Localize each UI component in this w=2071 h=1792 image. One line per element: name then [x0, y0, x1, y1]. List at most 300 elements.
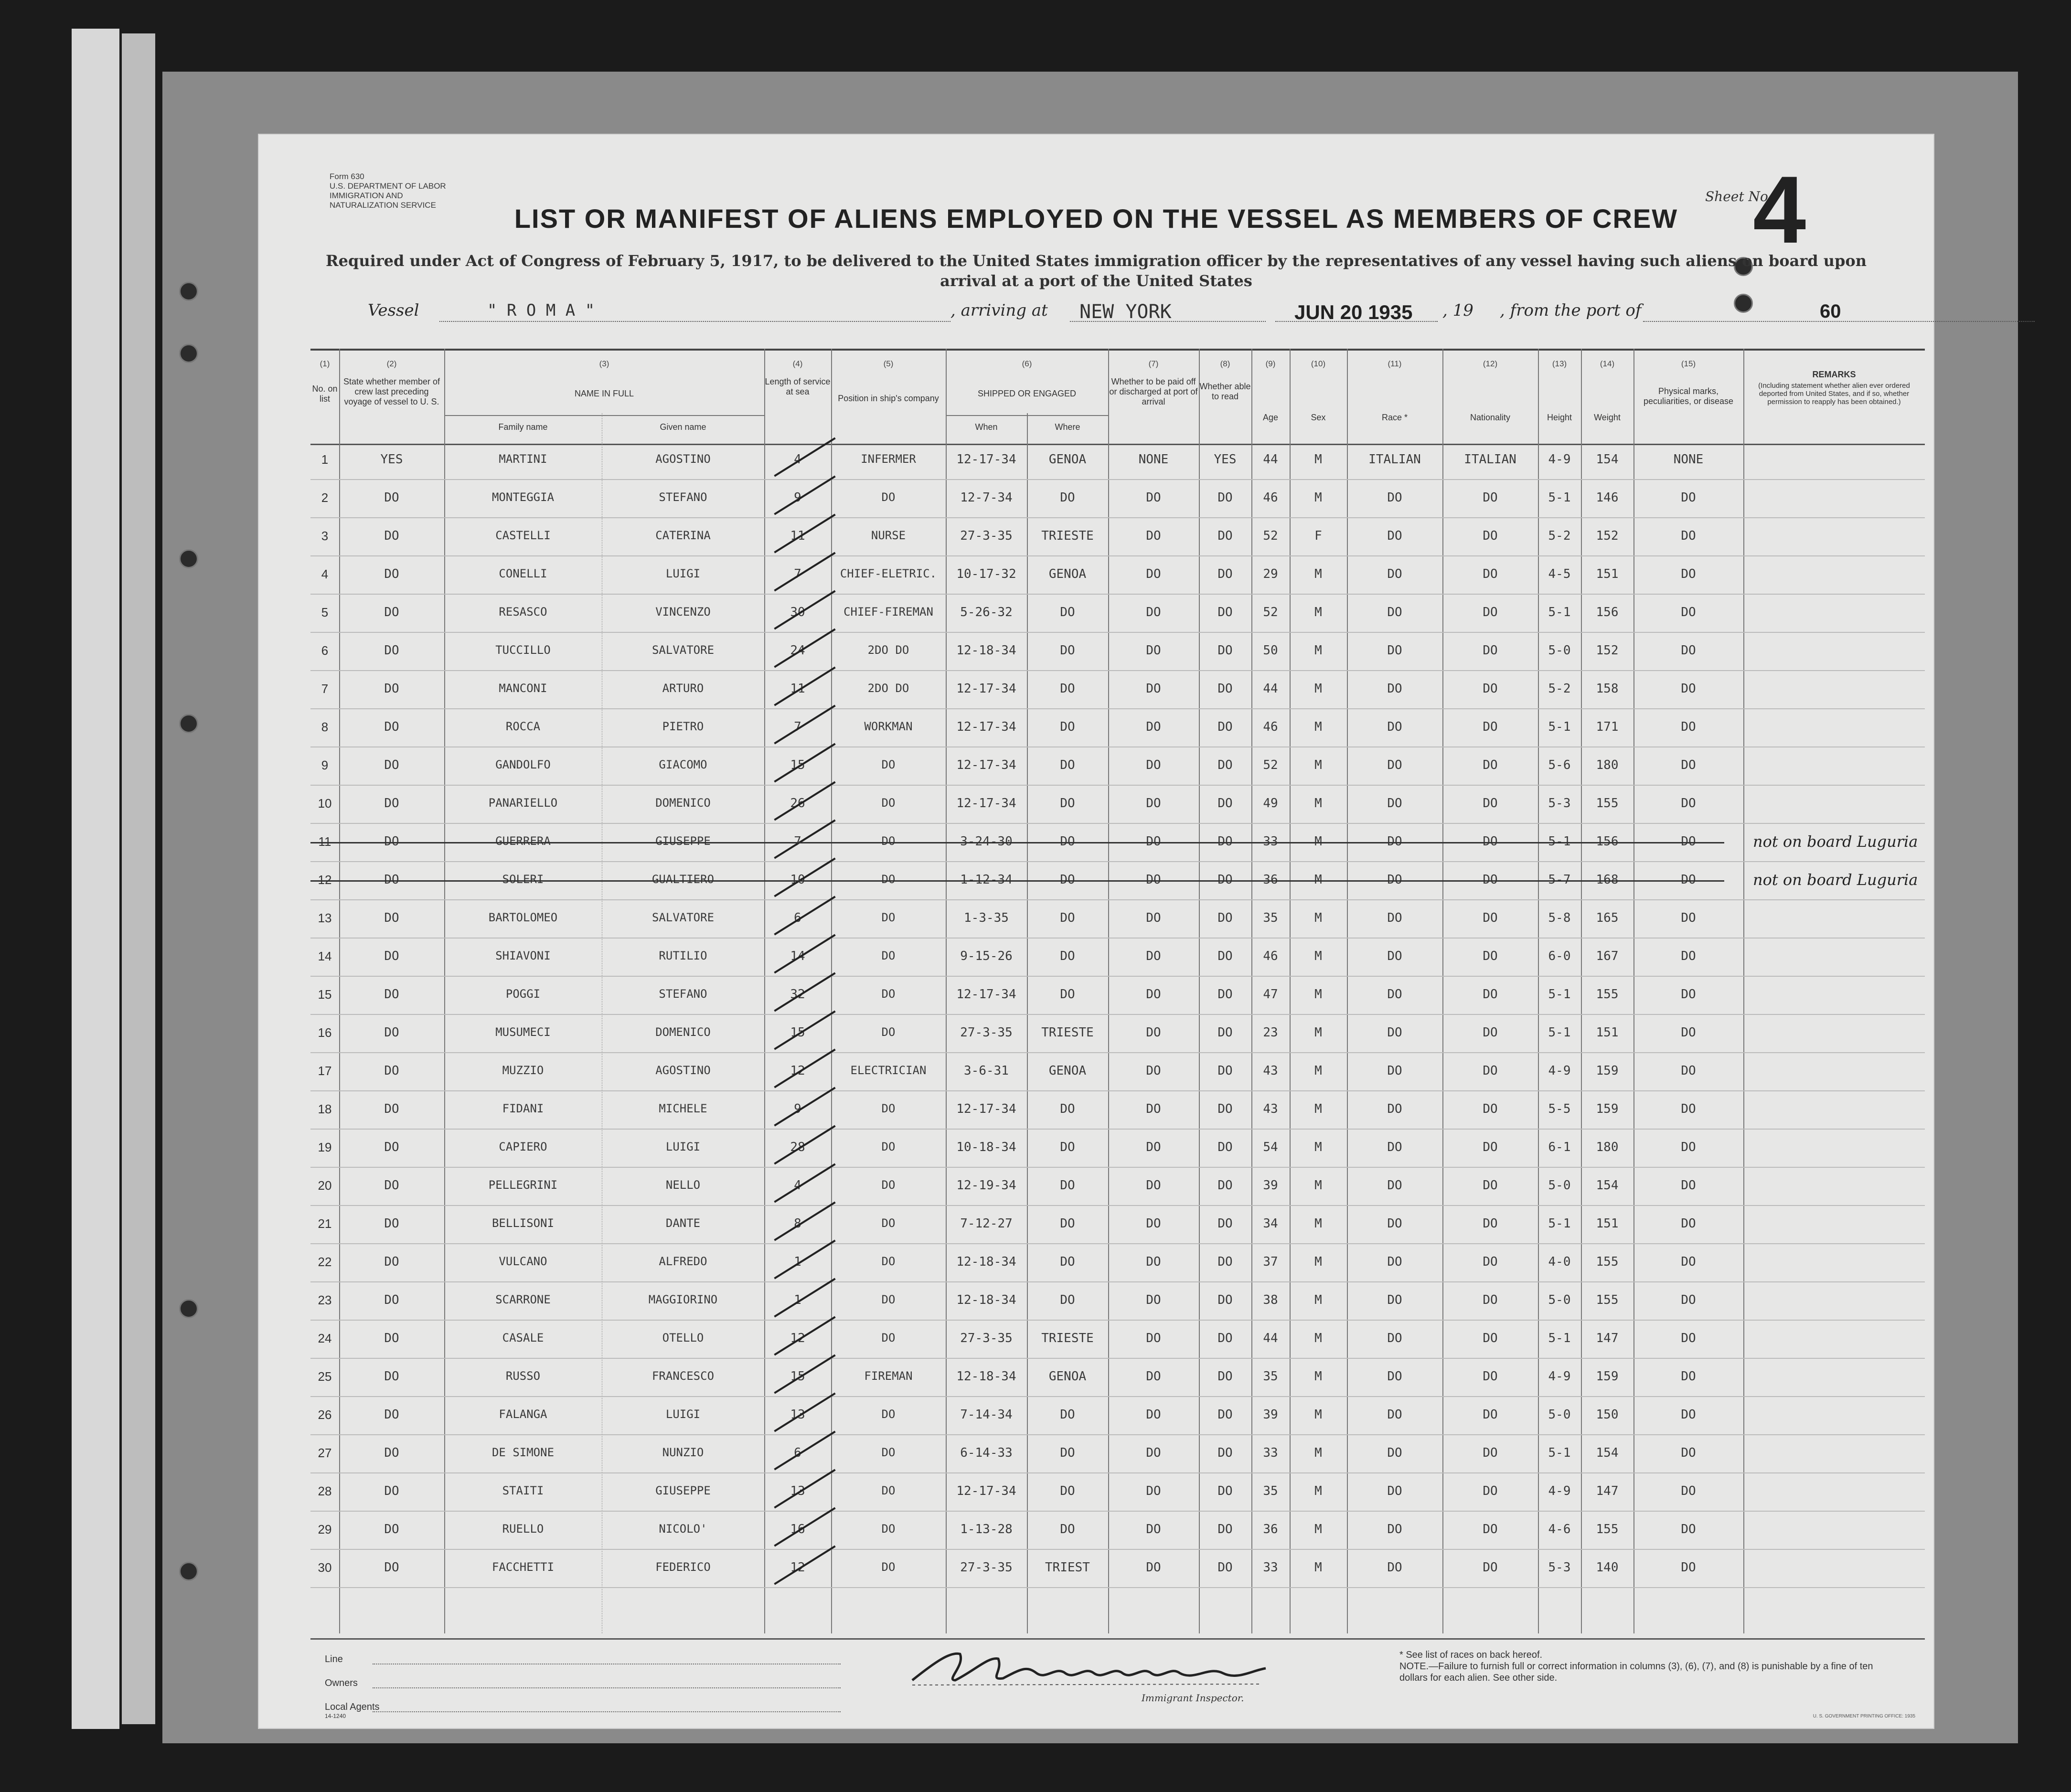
shipped-when-cell: 1-3-35 [964, 911, 1009, 925]
position-cell: DO [881, 1522, 896, 1536]
shipped-when-cell: 5-26-32 [960, 605, 1013, 619]
nationality-cell: DO [1483, 949, 1498, 963]
given-name-cell: NUNZIO [662, 1446, 704, 1459]
col-name-header: NAME IN FULL [574, 389, 634, 398]
shipped-where-cell: DO [1060, 1522, 1075, 1536]
age-cell: 35 [1263, 911, 1278, 925]
shipped-when-cell: 27-3-35 [960, 1331, 1013, 1345]
weight-cell: 180 [1596, 758, 1619, 772]
weight-cell: 158 [1596, 682, 1619, 696]
paid-off-cell: DO [1146, 491, 1161, 505]
row-number-cell: 10 [318, 796, 332, 811]
age-cell: 29 [1263, 567, 1278, 581]
position-cell: DO [881, 1255, 896, 1268]
table-row [310, 1321, 1925, 1359]
physical-marks-cell: DO [1681, 1255, 1696, 1269]
physical-marks-cell: DO [1681, 796, 1696, 811]
race-cell: DO [1387, 1293, 1402, 1307]
paid-off-cell: DO [1146, 796, 1161, 811]
previous-voyage-cell: DO [384, 1446, 399, 1460]
length-of-service-cell: 15 [790, 758, 805, 772]
left-binding-strip [72, 29, 119, 1729]
col-family-name-header: Family name [498, 422, 548, 432]
able-to-read-cell: DO [1217, 643, 1233, 658]
table-row [310, 1359, 1925, 1397]
able-to-read-cell: DO [1217, 1025, 1233, 1040]
height-cell: 6-1 [1548, 1140, 1571, 1154]
inspector-signature [907, 1647, 1270, 1690]
family-name-cell: CASTELLI [495, 529, 551, 542]
able-to-read-cell: DO [1217, 796, 1233, 811]
race-cell: DO [1387, 1560, 1402, 1575]
nationality-cell: DO [1483, 1025, 1498, 1040]
previous-voyage-cell: DO [384, 949, 399, 963]
shipped-when-cell: 27-3-35 [960, 1025, 1013, 1040]
col-where-header: Where [1055, 422, 1080, 432]
given-name-cell: ARTURO [662, 682, 704, 695]
family-name-cell: CONELLI [499, 567, 547, 580]
paid-off-cell: DO [1146, 567, 1161, 581]
able-to-read-cell: DO [1217, 1408, 1233, 1422]
shipped-when-cell: 27-3-35 [960, 529, 1013, 543]
row-number-cell: 29 [318, 1522, 332, 1536]
length-of-service-cell: 7 [794, 834, 801, 849]
sex-cell: M [1314, 1140, 1322, 1154]
nationality-cell: DO [1483, 1446, 1498, 1460]
punch-hole [179, 344, 198, 363]
weight-cell: 155 [1596, 1293, 1619, 1307]
given-name-cell: DOMENICO [655, 796, 711, 810]
col-given-name-header: Given name [660, 422, 706, 432]
weight-cell: 147 [1596, 1484, 1619, 1498]
race-cell: DO [1387, 605, 1402, 619]
year-label: , 19 [1442, 301, 1473, 320]
paid-off-cell: DO [1146, 682, 1161, 696]
table-row [310, 747, 1925, 786]
col-remarks-note: (Including statement whether alien ever ordered deported from United States, and if so, whether permission to reapply has been obtained.) [1758, 382, 1910, 406]
shipped-when-cell: 9-15-26 [960, 949, 1013, 963]
shipped-when-cell: 7-14-34 [960, 1408, 1013, 1422]
physical-marks-cell: DO [1681, 1102, 1696, 1116]
height-cell: 5-8 [1548, 911, 1571, 925]
left-binding-strip-inner [122, 33, 155, 1724]
previous-voyage-cell: DO [384, 1140, 399, 1154]
given-name-cell: FEDERICO [655, 1560, 711, 1574]
shipped-when-cell: 27-3-35 [960, 1560, 1013, 1575]
height-cell: 5-0 [1548, 1293, 1571, 1307]
page-title: LIST OR MANIFEST OF ALIENS EMPLOYED ON THE VESSEL AS MEMBERS OF CREW [514, 203, 1678, 234]
physical-marks-cell: DO [1681, 1522, 1696, 1536]
length-of-service-cell: 14 [790, 949, 805, 963]
age-cell: 36 [1263, 1522, 1278, 1536]
row-number-cell: 11 [318, 834, 331, 849]
length-of-service-cell: 10 [790, 873, 805, 887]
remarks-cell: not on board Luguria [1753, 871, 1918, 889]
able-to-read-cell: DO [1217, 1560, 1233, 1575]
sex-cell: M [1314, 834, 1322, 849]
previous-voyage-cell: DO [384, 1331, 399, 1345]
previous-voyage-cell: DO [384, 1560, 399, 1575]
able-to-read-cell: DO [1217, 834, 1233, 849]
col-nationality-header: Nationality [1470, 413, 1511, 422]
height-cell: 4-9 [1548, 452, 1571, 467]
previous-voyage-cell: DO [384, 1025, 399, 1040]
race-cell: DO [1387, 529, 1402, 543]
shipped-where-cell: TRIEST [1045, 1560, 1090, 1575]
paid-off-cell: DO [1146, 529, 1161, 543]
physical-marks-cell: DO [1681, 1369, 1696, 1384]
given-name-cell: STEFANO [659, 987, 707, 1001]
race-cell: DO [1387, 567, 1402, 581]
given-name-cell: AGOSTINO [655, 1064, 711, 1077]
given-name-cell: MAGGIORINO [648, 1293, 718, 1306]
races-note: * See list of races on back hereof. [1399, 1650, 1543, 1660]
vessel-name: " R O M A " [487, 301, 595, 320]
table-row [310, 1512, 1925, 1550]
row-number-cell: 20 [318, 1178, 332, 1193]
physical-marks-cell: DO [1681, 1331, 1696, 1345]
given-name-cell: NELLO [665, 1178, 701, 1192]
shipped-where-cell: TRIESTE [1041, 529, 1094, 543]
shipped-when-cell: 12-17-34 [956, 682, 1016, 696]
row-number-cell: 22 [318, 1255, 332, 1269]
shipped-where-cell: GENOA [1048, 567, 1087, 581]
length-of-service-cell: 13 [790, 1408, 805, 1422]
nationality-cell: DO [1483, 1408, 1498, 1422]
col-previous-voyage-header: State whether member of crew last preceding voyage of vessel to U. S. [343, 377, 440, 406]
sex-cell: M [1314, 720, 1322, 734]
family-name-cell: SHIAVONI [495, 949, 551, 962]
able-to-read-cell: DO [1217, 1255, 1233, 1269]
race-cell: DO [1387, 1484, 1402, 1498]
position-cell: WORKMAN [864, 720, 913, 733]
table-row [310, 442, 1925, 480]
weight-cell: 151 [1596, 567, 1619, 581]
physical-marks-cell: NONE [1673, 452, 1704, 467]
line-label: Line [325, 1654, 343, 1664]
sex-cell: M [1314, 682, 1322, 696]
height-cell: 4-9 [1548, 1064, 1571, 1078]
height-cell: 5-0 [1548, 643, 1571, 658]
age-cell: 35 [1263, 1369, 1278, 1384]
paid-off-cell: DO [1146, 873, 1161, 887]
nationality-cell: DO [1483, 873, 1498, 887]
sex-cell: M [1314, 1484, 1322, 1498]
able-to-read-cell: DO [1217, 758, 1233, 772]
family-name-cell: RUSSO [505, 1369, 541, 1383]
family-name-cell: VULCANO [499, 1255, 547, 1268]
length-of-service-cell: 11 [790, 529, 805, 543]
printer-imprint: U. S. GOVERNMENT PRINTING OFFICE: 1935 [1813, 1714, 1915, 1719]
nationality-cell: DO [1483, 1216, 1498, 1231]
position-cell: 2DO DO [867, 643, 909, 657]
physical-marks-cell: DO [1681, 1446, 1696, 1460]
shipped-where-cell: DO [1060, 605, 1075, 619]
nationality-cell: DO [1483, 1331, 1498, 1345]
age-cell: 35 [1263, 1484, 1278, 1498]
weight-cell: 152 [1596, 643, 1619, 658]
height-cell: 4-9 [1548, 1484, 1571, 1498]
height-cell: 5-0 [1548, 1408, 1571, 1422]
able-to-read-cell: DO [1217, 720, 1233, 734]
weight-cell: 159 [1596, 1369, 1619, 1384]
previous-voyage-cell: YES [380, 452, 403, 467]
paid-off-cell: DO [1146, 911, 1161, 925]
length-of-service-cell: 26 [790, 796, 805, 811]
paid-off-cell: DO [1146, 1331, 1161, 1345]
table-row [310, 1435, 1925, 1473]
agents-code: 14-1240 [325, 1713, 346, 1719]
form-number: Form 630 [330, 172, 364, 181]
able-to-read-cell: DO [1217, 873, 1233, 887]
race-cell: DO [1387, 1178, 1402, 1193]
given-name-cell: LUIGI [665, 1140, 701, 1153]
nationality-cell: DO [1483, 1255, 1498, 1269]
weight-cell: 171 [1596, 720, 1619, 734]
shipped-where-cell: DO [1060, 911, 1075, 925]
given-name-cell: AGOSTINO [655, 452, 711, 466]
length-of-service-cell: 7 [794, 567, 801, 581]
physical-marks-cell: DO [1681, 1216, 1696, 1231]
physical-marks-cell: DO [1681, 1178, 1696, 1193]
col-shipped-header: SHIPPED OR ENGAGED [977, 389, 1077, 398]
height-cell: 5-3 [1548, 1560, 1571, 1575]
length-of-service-cell: 9 [794, 1102, 801, 1116]
weight-cell: 155 [1596, 1522, 1619, 1536]
weight-cell: 151 [1596, 1025, 1619, 1040]
table-row [310, 862, 1925, 900]
paid-off-cell: DO [1146, 987, 1161, 1002]
table-row [310, 1015, 1925, 1053]
physical-marks-cell: DO [1681, 1025, 1696, 1040]
given-name-cell: OTELLO [662, 1331, 704, 1344]
able-to-read-cell: DO [1217, 1331, 1233, 1345]
family-name-cell: PANARIELLO [488, 796, 558, 810]
position-cell: DO [881, 796, 896, 810]
nationality-cell: DO [1483, 1178, 1498, 1193]
race-cell: DO [1387, 1140, 1402, 1154]
table-row [310, 939, 1925, 977]
position-cell: DO [881, 987, 896, 1001]
physical-marks-cell: DO [1681, 491, 1696, 505]
shipped-when-cell: 12-18-34 [956, 1369, 1016, 1384]
physical-marks-cell: DO [1681, 1484, 1696, 1498]
family-name-cell: RUELLO [502, 1522, 544, 1536]
position-cell: 2DO DO [867, 682, 909, 695]
position-cell: DO [881, 758, 896, 771]
height-cell: 4-6 [1548, 1522, 1571, 1536]
physical-marks-cell: DO [1681, 567, 1696, 581]
age-cell: 44 [1263, 1331, 1278, 1345]
paid-off-cell: DO [1146, 1484, 1161, 1498]
row-number-cell: 25 [318, 1369, 332, 1384]
physical-marks-cell: DO [1681, 949, 1696, 963]
weight-cell: 152 [1596, 529, 1619, 543]
age-cell: 49 [1263, 796, 1278, 811]
physical-marks-cell: DO [1681, 529, 1696, 543]
paid-off-cell: DO [1146, 1025, 1161, 1040]
row-number-cell: 26 [318, 1408, 332, 1422]
family-name-cell: PELLEGRINI [488, 1178, 558, 1192]
physical-marks-cell: DO [1681, 605, 1696, 619]
race-cell: DO [1387, 911, 1402, 925]
shipped-where-cell: TRIESTE [1041, 1331, 1094, 1345]
given-name-cell: GIACOMO [659, 758, 707, 771]
length-of-service-cell: 24 [790, 643, 805, 658]
able-to-read-cell: YES [1214, 452, 1237, 467]
position-cell: DO [881, 491, 896, 504]
position-cell: CHIEF-FIREMAN [843, 605, 933, 619]
sex-cell: M [1314, 1369, 1322, 1384]
previous-voyage-cell: DO [384, 1369, 399, 1384]
height-cell: 5-1 [1548, 605, 1571, 619]
paid-off-cell: DO [1146, 1293, 1161, 1307]
shipped-where-cell: DO [1060, 796, 1075, 811]
shipped-when-cell: 12-17-34 [956, 720, 1016, 734]
physical-marks-cell: DO [1681, 1064, 1696, 1078]
length-of-service-cell: 16 [790, 1522, 805, 1536]
position-cell: DO [881, 1560, 896, 1574]
punch-hole [179, 1562, 198, 1581]
table-row [310, 709, 1925, 747]
sex-cell: M [1314, 1255, 1322, 1269]
previous-voyage-cell: DO [384, 529, 399, 543]
page-subtitle: Required under Act of Congress of February 5, 1917, to be delivered to the United States immigration officer by the representatives of any vessel having such aliens on board upon arrival at a port of the United States [326, 252, 1867, 290]
given-name-cell: DOMENICO [655, 1025, 711, 1039]
department-name: U.S. DEPARTMENT OF LABOR [330, 181, 446, 191]
previous-voyage-cell: DO [384, 873, 399, 887]
paid-off-cell: DO [1146, 1560, 1161, 1575]
table-row [310, 977, 1925, 1015]
given-name-cell: LUIGI [665, 567, 701, 580]
family-name-cell: CAPIERO [499, 1140, 547, 1153]
weight-cell: 156 [1596, 834, 1619, 849]
given-name-cell: VINCENZO [655, 605, 711, 619]
row-number-cell: 6 [321, 643, 329, 658]
family-name-cell: DE SIMONE [491, 1446, 555, 1459]
shipped-when-cell: 3-6-31 [964, 1064, 1009, 1078]
table-row [310, 518, 1925, 556]
previous-voyage-cell: DO [384, 682, 399, 696]
able-to-read-cell: DO [1217, 1178, 1233, 1193]
sex-cell: M [1314, 1064, 1322, 1078]
shipped-when-cell: 10-17-32 [956, 567, 1016, 581]
length-of-service-cell: 15 [790, 1025, 805, 1040]
shipped-where-cell: DO [1060, 1216, 1075, 1231]
nationality-cell: DO [1483, 796, 1498, 811]
shipped-when-cell: 12-7-34 [960, 491, 1013, 505]
table-header: (1) No. on list (2) State whether member of crew last preceding voyage of vessel to U. S. (3) NAME IN FULL Family name Given name (4) Length of service at sea (5) Position in ship's company (6) SHIPPED OR ENGAGED When Where (7) Whether to be paid off or discharged at port of arrival (8) Whether able to read (9) Age (10) Sex (11) Race * (12) Nationality (13) Height (14) Weight (15) Physical marks, peculiarities, or disease REMARKS (Including statement whether alien ever ordered deported from United States, and if so, whether permission to reapply has been obtained.) [310, 349, 1925, 445]
paid-off-cell: DO [1146, 1216, 1161, 1231]
family-name-cell: MUZZIO [502, 1064, 544, 1077]
manifest-sheet [258, 134, 1934, 1729]
family-name-cell: TUCCILLO [495, 643, 551, 657]
able-to-read-cell: DO [1217, 529, 1233, 543]
age-cell: 36 [1263, 873, 1278, 887]
table-row [310, 824, 1925, 862]
able-to-read-cell: DO [1217, 987, 1233, 1002]
able-to-read-cell: DO [1217, 949, 1233, 963]
paid-off-cell: DO [1146, 758, 1161, 772]
nationality-cell: DO [1483, 1484, 1498, 1498]
previous-voyage-cell: DO [384, 1064, 399, 1078]
height-cell: 4-0 [1548, 1255, 1571, 1269]
age-cell: 46 [1263, 491, 1278, 505]
table-row [310, 1550, 1925, 1588]
given-name-cell: NICOLO' [659, 1522, 707, 1536]
position-cell: NURSE [871, 529, 906, 542]
punch-hole [179, 1299, 198, 1318]
able-to-read-cell: DO [1217, 911, 1233, 925]
height-cell: 5-0 [1548, 1178, 1571, 1193]
race-cell: DO [1387, 1064, 1402, 1078]
previous-voyage-cell: DO [384, 1522, 399, 1536]
sex-cell: M [1314, 1331, 1322, 1345]
corner-mark: 60 [1820, 301, 1841, 322]
age-cell: 46 [1263, 949, 1278, 963]
previous-voyage-cell: DO [384, 491, 399, 505]
shipped-where-cell: DO [1060, 720, 1075, 734]
paid-off-cell: DO [1146, 1255, 1161, 1269]
row-number-cell: 18 [318, 1102, 332, 1116]
physical-marks-cell: DO [1681, 1408, 1696, 1422]
age-cell: 33 [1263, 1446, 1278, 1460]
position-cell: DO [881, 1446, 896, 1459]
row-number-cell: 4 [321, 567, 329, 581]
age-cell: 39 [1263, 1178, 1278, 1193]
family-name-cell: GUERRERA [495, 834, 551, 848]
shipped-where-cell: DO [1060, 1255, 1075, 1269]
punch-hole [179, 282, 198, 301]
height-cell: 5-5 [1548, 1102, 1571, 1116]
length-of-service-cell: 12 [790, 1331, 805, 1345]
able-to-read-cell: DO [1217, 1293, 1233, 1307]
punch-hole [179, 714, 198, 733]
age-cell: 39 [1263, 1408, 1278, 1422]
weight-cell: 155 [1596, 796, 1619, 811]
row-number-cell: 17 [318, 1064, 332, 1078]
able-to-read-cell: DO [1217, 1484, 1233, 1498]
table-row [310, 556, 1925, 595]
sex-cell: M [1314, 1408, 1322, 1422]
sex-cell: M [1314, 1446, 1322, 1460]
row-number-cell: 3 [321, 529, 329, 543]
sex-cell: M [1314, 758, 1322, 772]
race-cell: DO [1387, 873, 1402, 887]
col-paid-off-header: Whether to be paid off or discharged at port of arrival [1109, 377, 1198, 406]
race-cell: DO [1387, 1408, 1402, 1422]
position-cell: DO [881, 1216, 896, 1230]
row-number-cell: 7 [321, 682, 329, 696]
col-when-header: When [975, 422, 998, 432]
shipped-when-cell: 12-17-34 [956, 987, 1016, 1002]
position-cell: DO [881, 1178, 896, 1192]
table-row [310, 1130, 1925, 1168]
race-cell: DO [1387, 1331, 1402, 1345]
given-name-cell: CATERINA [655, 529, 711, 542]
shipped-where-cell: DO [1060, 1484, 1075, 1498]
height-cell: 5-2 [1548, 682, 1571, 696]
shipped-where-cell: DO [1060, 1446, 1075, 1460]
physical-marks-cell: DO [1681, 758, 1696, 772]
age-cell: 52 [1263, 758, 1278, 772]
sex-cell: M [1314, 1560, 1322, 1575]
given-name-cell: GIUSEPPE [655, 1484, 711, 1497]
sex-cell: M [1314, 1178, 1322, 1193]
table-row [310, 633, 1925, 671]
shipped-where-cell: DO [1060, 873, 1075, 887]
given-name-cell: LUIGI [665, 1408, 701, 1421]
